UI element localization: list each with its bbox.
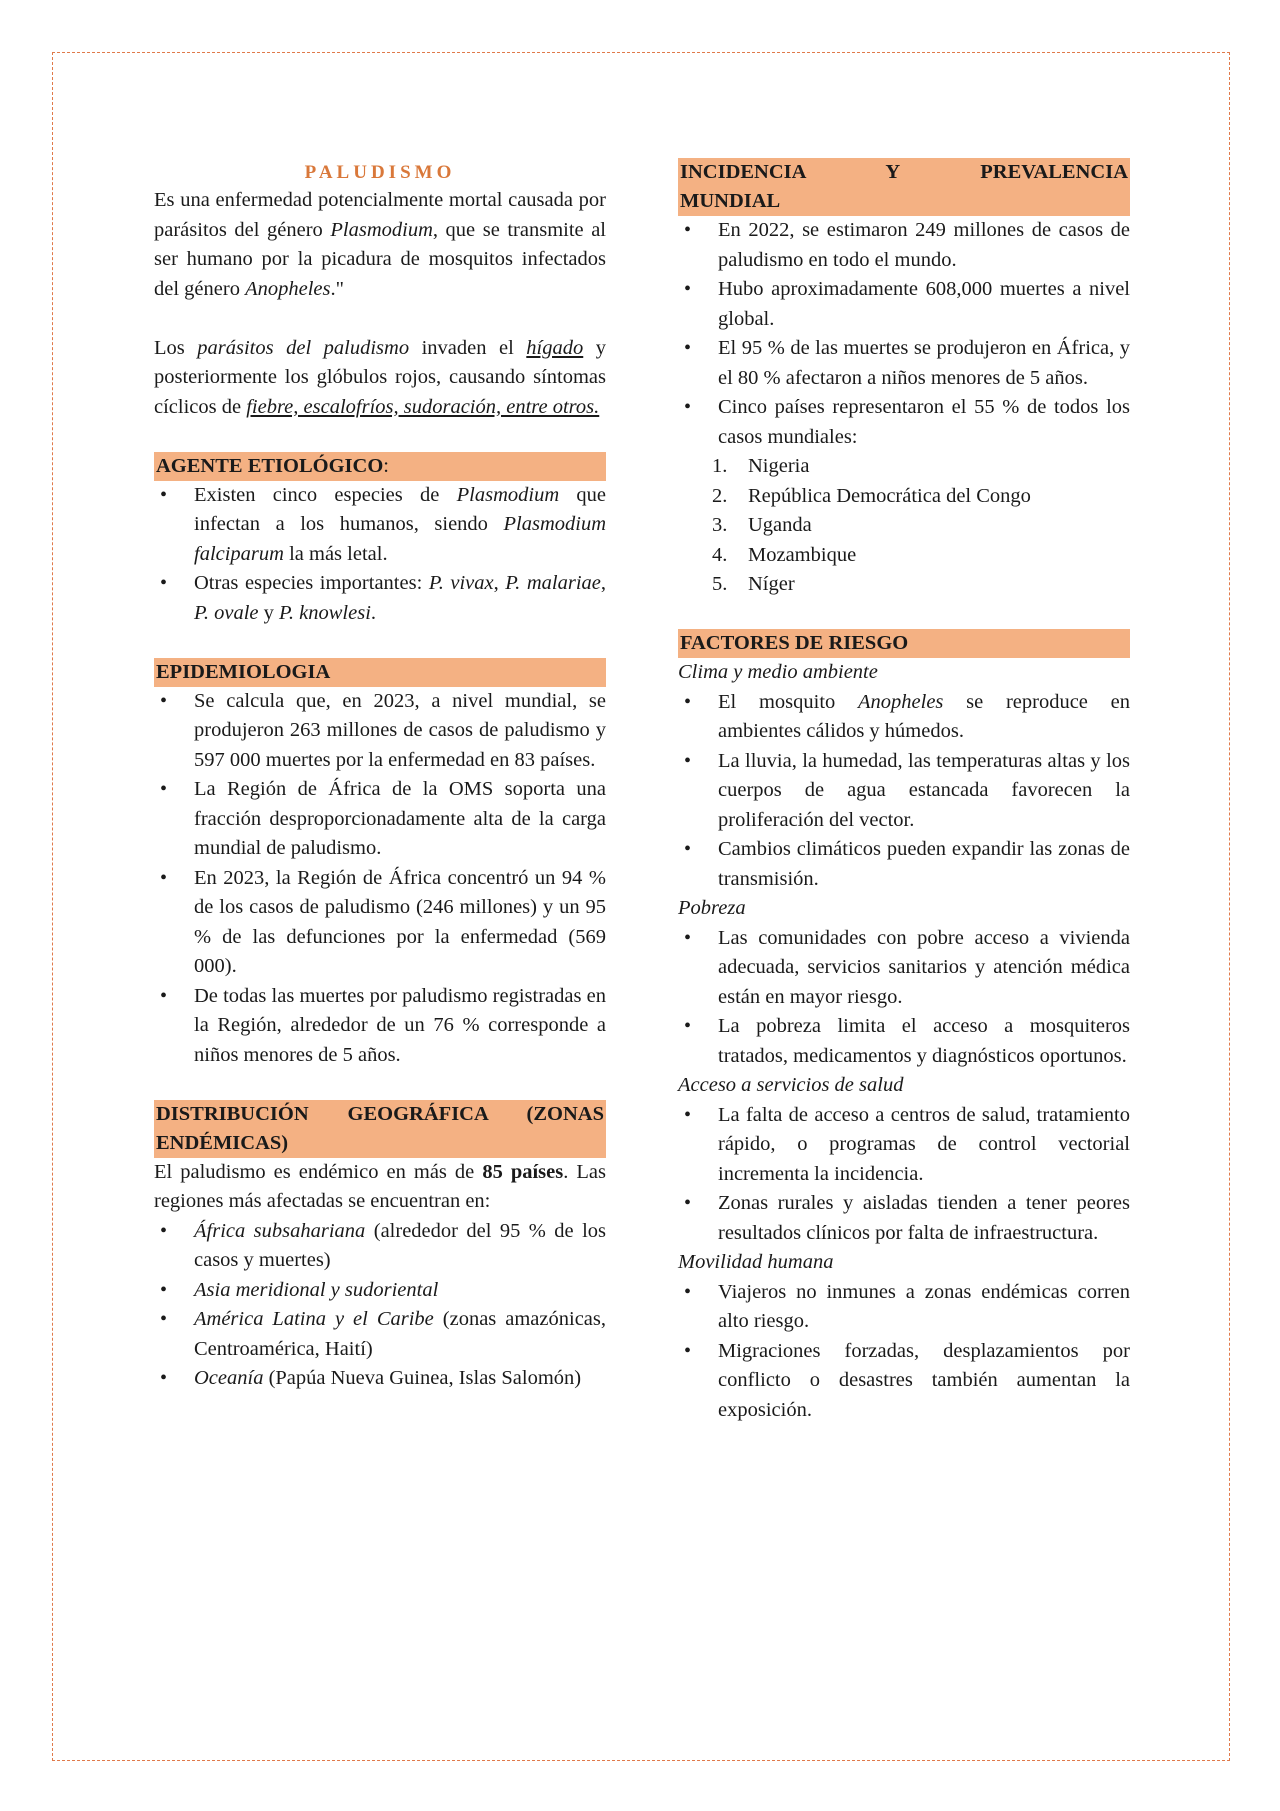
section-heading-distribucion: DISTRIBUCIÓN GEOGRÁFICA (ZONAS ENDÉMICAS) (154, 1100, 606, 1158)
subheading-clima: Clima y medio ambiente (678, 661, 878, 683)
list-item: • Existen cinco especies de Plasmodium que infectan a los humanos, siendo Plasmodium falciparum la más letal. (154, 481, 606, 570)
section-heading-agente: AGENTE ETIOLÓGICO: (154, 452, 606, 481)
list-item: • Cambios climáticos pueden expandir las zonas de transmisión. (678, 835, 1130, 894)
right-column (678, 158, 1130, 1425)
list-item: • De todas las muertes por paludismo registradas en la Región, alrededor de un 76 % corresponde a niños menores de 5 años. (154, 982, 606, 1071)
intro-paragraph-2: Los parásitos del paludismo invaden el hígado y posteriormente los glóbulos rojos, causando síntomas cíclicos de fiebre, escalofríos, sudoración, entre otros. (154, 336, 607, 418)
list-item: 3. Uganda (712, 514, 812, 536)
clima-list (678, 688, 1130, 895)
distribucion-list (154, 1217, 606, 1394)
list-item: • Viajeros no inmunes a zonas endémicas corren alto riesgo. (678, 1278, 1130, 1337)
list-item: • Oceanía (Papúa Nueva Guinea, Islas Salomón) (154, 1364, 606, 1394)
list-item: • Se calcula que, en 2023, a nivel mundial, se produjeron 263 millones de casos de paludismo y 597 000 muertes por la enfermedad en 83 países. (154, 687, 606, 776)
list-item: • Migraciones forzadas, desplazamientos por conflicto o desastres también aumentan la exposición. (678, 1337, 1130, 1426)
list-item: • Asia meridional y sudoriental (154, 1276, 606, 1306)
list-item: • En 2022, se estimaron 249 millones de casos de paludismo en todo el mundo. (678, 216, 1130, 275)
subheading-pobreza: Pobreza (678, 897, 746, 919)
countries-list (678, 452, 1130, 600)
list-item: • En 2023, la Región de África concentró un 94 % de los casos de paludismo (246 millones) y un 95 % de las defunciones por la enfermedad (569 000). (154, 864, 606, 982)
section-heading-epidemiologia: EPIDEMIOLOGIA (154, 658, 606, 687)
agente-list (154, 481, 606, 629)
incidencia-list (678, 216, 1130, 452)
list-item: 1. Nigeria (712, 455, 810, 477)
list-item: • La falta de acceso a centros de salud, tratamiento rápido, o programas de control vectorial incrementa la incidencia. (678, 1101, 1130, 1190)
movilidad-list (678, 1278, 1130, 1426)
list-item: • El mosquito Anopheles se reproduce en ambientes cálidos y húmedos. (678, 688, 1130, 747)
list-item: 4. Mozambique (712, 543, 857, 566)
acceso-list (678, 1101, 1130, 1249)
list-item: • Las comunidades con pobre acceso a vivienda adecuada, servicios sanitarios y atención médica están en mayor riesgo. (678, 924, 1130, 1013)
list-item: • La Región de África de la OMS soporta una fracción desproporcionadamente alta de la carga mundial de paludismo. (154, 775, 606, 864)
list-item: • El 95 % de las muertes se produjeron en África, y el 80 % afectaron a niños menores de 5 años. (678, 334, 1130, 393)
distribucion-paragraph: El paludismo es endémico en más de 85 países. Las regiones más afectadas se encuentran en: (154, 1160, 606, 1212)
epidemiologia-list (154, 687, 606, 1071)
pobreza-list (678, 924, 1130, 1072)
list-item: • Zonas rurales y aisladas tienden a tener peores resultados clínicos por falta de infraestructura. (678, 1189, 1130, 1248)
subheading-movilidad: Movilidad humana (678, 1251, 834, 1273)
left-column (154, 158, 606, 1394)
list-item: • La pobreza limita el acceso a mosquiteros tratados, medicamentos y diagnósticos oportunos. (678, 1012, 1130, 1071)
list-item: • Hubo aproximadamente 608,000 muertes a nivel global. (678, 275, 1130, 334)
list-item: 2. República Democrática del Congo (712, 484, 1031, 507)
intro-paragraph-1: Es una enfermedad potencialmente mortal causada por parásitos del género Plasmodium, que se transmite al ser humano por la picadura de mosquitos infectados del género Anopheles." (154, 189, 606, 300)
subheading-acceso: Acceso a servicios de salud (678, 1074, 904, 1096)
document-title: PALUDISMO (304, 162, 456, 183)
list-item: • África subsahariana (alrededor del 95 % de los casos y muertes) (154, 1217, 606, 1276)
section-heading-factores: FACTORES DE RIESGO (678, 629, 1130, 658)
list-item: 5. Níger (712, 573, 795, 595)
section-heading-incidencia: INCIDENCIA Y PREVALENCIA MUNDIAL (678, 158, 1130, 216)
list-item: • Otras especies importantes: P. vivax, P. malariae, P. ovale y P. knowlesi. (154, 569, 606, 628)
list-item: • América Latina y el Caribe (zonas amazónicas, Centroamérica, Haití) (154, 1305, 606, 1364)
list-item: • Cinco países representaron el 55 % de todos los casos mundiales: (678, 393, 1130, 452)
list-item: • La lluvia, la humedad, las temperaturas altas y los cuerpos de agua estancada favorecen la proliferación del vector. (678, 747, 1130, 836)
